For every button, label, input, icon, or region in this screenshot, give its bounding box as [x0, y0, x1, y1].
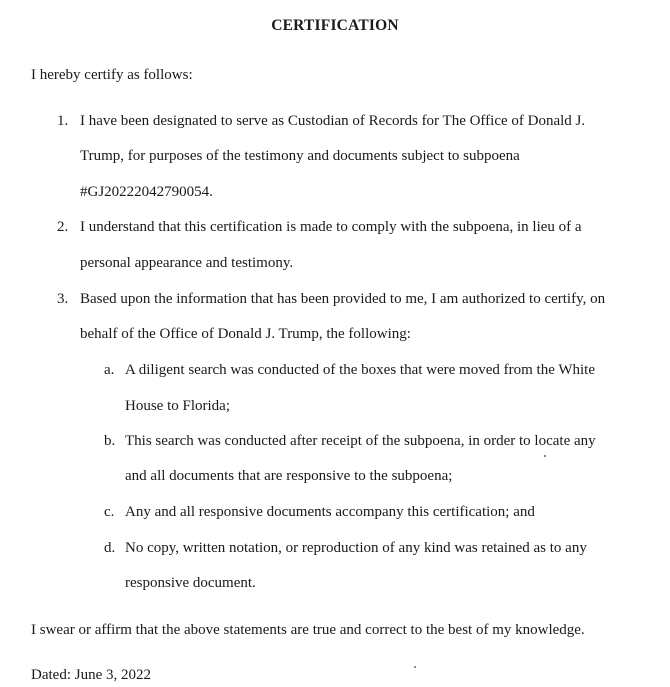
- subitem-d-letter: d.: [104, 540, 116, 556]
- item-3-line-1: Based upon the information that has been provided to me, I am authorized to certify, on: [80, 291, 606, 307]
- subitem-d-line-1: No copy, written notation, or reproduction of any kind was retained as to any: [125, 540, 587, 556]
- subitem-a-letter: a.: [104, 362, 115, 378]
- subitem-d-line-2: responsive document.: [125, 575, 256, 591]
- item-1-line-3: #GJ20222042790054.: [80, 184, 213, 200]
- affirmation-text: I swear or affirm that the above statements are true and correct to the best of my knowledge.: [31, 622, 585, 638]
- item-1-line-1: I have been designated to serve as Custodian of Records for The Office of Donald J.: [80, 113, 586, 129]
- item-3-number: 3.: [57, 291, 69, 307]
- document-title: CERTIFICATION: [271, 17, 399, 34]
- item-3-line-2: behalf of the Office of Donald J. Trump, the following:: [80, 326, 411, 342]
- subitem-b-letter: b.: [104, 433, 116, 449]
- subitem-a-line-2: House to Florida;: [125, 398, 230, 414]
- subitem-a-line-1: A diligent search was conducted of the boxes that were moved from the White: [125, 362, 595, 378]
- subitem-c-line-1: Any and all responsive documents accompany this certification; and: [125, 504, 535, 520]
- item-2-number: 2.: [57, 219, 69, 235]
- subitem-c-letter: c.: [104, 504, 115, 520]
- dated-line: Dated: June 3, 2022: [31, 667, 151, 683]
- scan-speck: [414, 666, 416, 668]
- subitem-b-line-1: This search was conducted after receipt of the subpoena, in order to locate any: [125, 433, 596, 449]
- item-2-line-1: I understand that this certification is made to comply with the subpoena, in lieu of a: [80, 219, 582, 235]
- intro-text: I hereby certify as follows:: [31, 67, 193, 83]
- item-1-line-2: Trump, for purposes of the testimony and documents subject to subpoena: [80, 148, 520, 164]
- subitem-b-line-2: and all documents that are responsive to the subpoena;: [125, 468, 453, 484]
- item-1-number: 1.: [57, 113, 69, 129]
- scan-speck: [544, 455, 546, 457]
- item-2-line-2: personal appearance and testimony.: [80, 255, 294, 271]
